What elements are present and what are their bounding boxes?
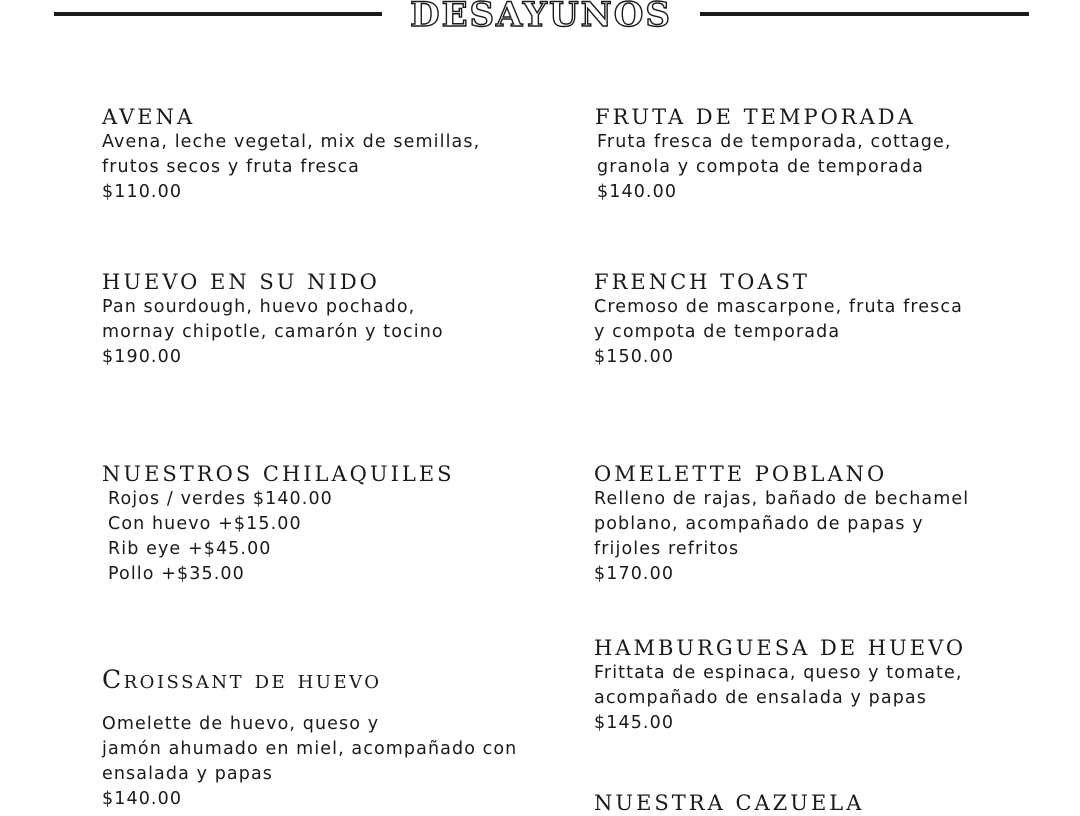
page-title: DESAYUNOS — [410, 0, 672, 35]
item-description: mornay chipotle, camarón y tocino — [102, 322, 444, 342]
item-price: $190.00 — [102, 347, 183, 367]
menu-item-omelette-poblano — [594, 461, 1034, 587]
item-name: AVENA — [102, 105, 196, 129]
item-description: poblano, acompañado de papas y — [594, 514, 924, 534]
item-name: HAMBURGUESA DE HUEVO — [594, 636, 967, 660]
item-description: frijoles refritos — [594, 539, 740, 559]
item-name: HUEVO EN SU NIDO — [102, 270, 380, 294]
item-description: Omelette de huevo, queso y — [102, 714, 380, 734]
item-description: Avena, leche vegetal, mix de semillas, — [102, 132, 481, 152]
item-description: acompañado de ensalada y papas — [594, 688, 927, 708]
item-name: NUESTRA CAZUELA — [594, 791, 865, 815]
item-name: OMELETTE POBLANO — [594, 462, 888, 486]
item-description: Frittata de espinaca, queso y tomate, — [594, 663, 963, 683]
item-price: $140.00 — [102, 789, 183, 809]
item-variant: Rib eye +$45.00 — [108, 539, 272, 559]
menu-item-huevo-en-su-nido — [102, 269, 542, 370]
item-name: NUESTROS CHILAQUILES — [102, 462, 455, 486]
menu-item-fruta-de-temporada — [595, 104, 1035, 205]
menu-item-hamburguesa-de-huevo — [594, 635, 1034, 736]
menu-item-nuestros-chilaquiles — [102, 461, 542, 587]
item-description: Pan sourdough, huevo pochado, — [102, 297, 416, 317]
item-name: FRENCH TOAST — [594, 270, 810, 294]
menu-item-french-toast — [594, 269, 1034, 370]
item-description: Cremoso de mascarpone, fruta fresca — [594, 297, 963, 317]
menu-item-croissant-de-huevo — [102, 665, 542, 812]
item-name: FRUTA DE TEMPORADA — [595, 105, 916, 129]
item-price: $110.00 — [102, 182, 183, 202]
header-line-left — [54, 12, 382, 16]
item-description: y compota de temporada — [594, 322, 841, 342]
item-description: frutos secos y fruta fresca — [102, 157, 361, 177]
item-description: Fruta fresca de temporada, cottage, — [597, 132, 952, 152]
item-variant: Pollo +$35.00 — [108, 564, 245, 584]
item-description: jamón ahumado en miel, acompañado con — [102, 739, 518, 759]
item-name: Croissant de huevo — [102, 665, 382, 694]
item-price: $150.00 — [594, 347, 675, 367]
item-description: granola y compota de temporada — [597, 157, 924, 177]
item-price: $170.00 — [594, 564, 675, 584]
item-price: $140.00 — [597, 182, 678, 202]
menu-item-nuestra-cazuela — [594, 790, 1034, 816]
item-description: Relleno de rajas, bañado de bechamel — [594, 489, 970, 509]
item-description: ensalada y papas — [102, 764, 273, 784]
item-price: $145.00 — [594, 713, 675, 733]
item-variant: Rojos / verdes $140.00 — [108, 489, 333, 509]
item-variant: Con huevo +$15.00 — [108, 514, 302, 534]
menu-item-avena — [102, 104, 542, 205]
header-line-right — [700, 12, 1029, 16]
